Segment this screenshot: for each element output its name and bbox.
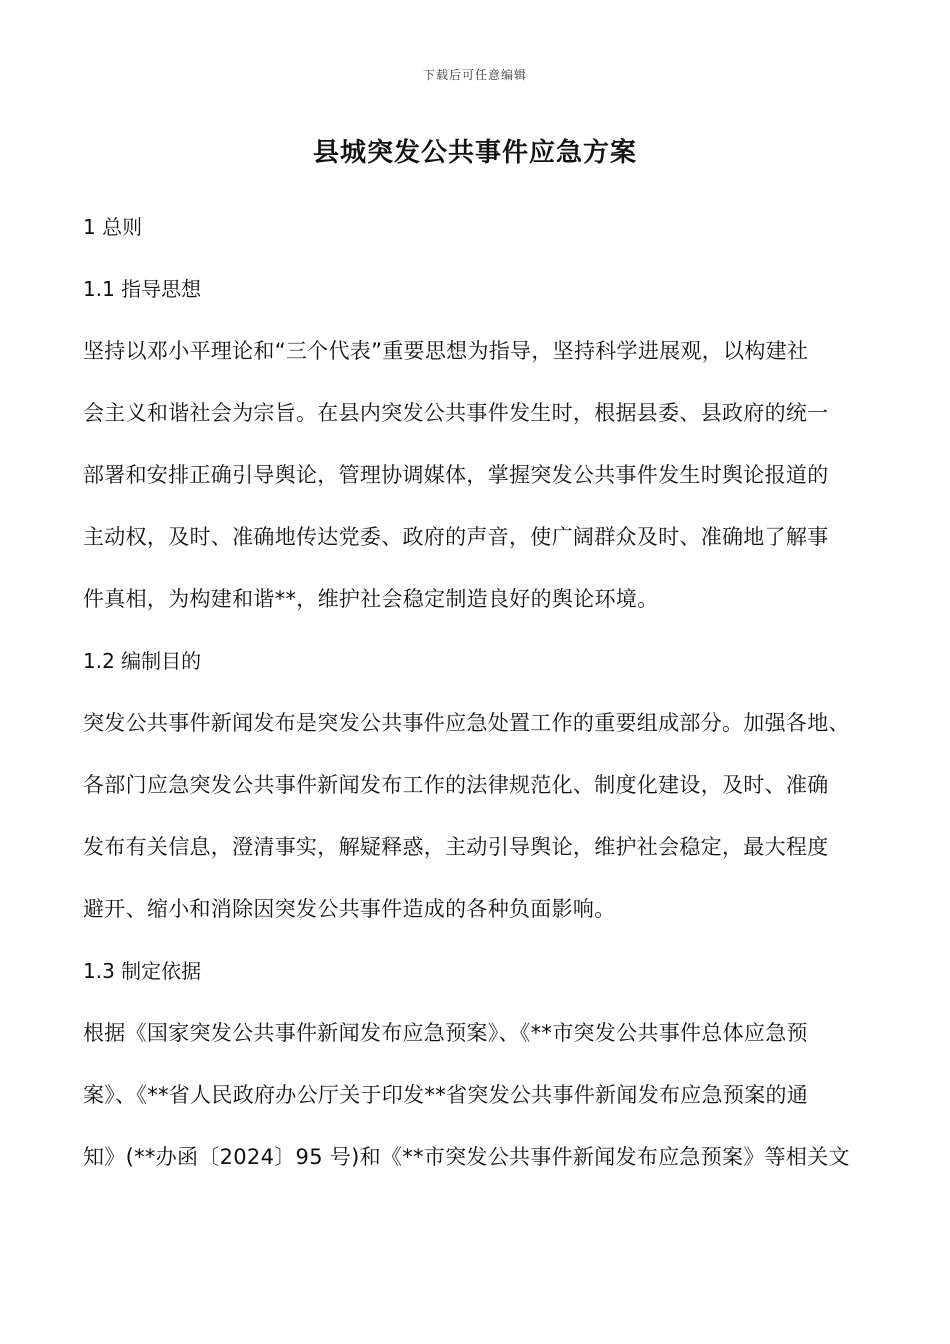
paragraph-line: 知》(**办函〔2024〕95 号)和《**市突发公共事件新闻发布应急预案》等相关文 <box>83 1145 850 1169</box>
paragraph-basis <box>83 1018 883 1172</box>
paragraph-line: 坚持以邓小平理论和“三个代表”重要思想为指导，坚持科学进展观，以构建社 <box>83 339 809 363</box>
section-heading-basis: 1.3 制定依据 <box>83 959 202 983</box>
paragraph-line: 主动权，及时、准确地传达党委、政府的声音，使广阔群众及时、准确地了解事 <box>83 525 829 549</box>
paragraph-line: 部署和安排正确引导舆论，管理协调媒体，掌握突发公共事件发生时舆论报道的 <box>83 463 829 487</box>
paragraph-line: 避开、缩小和消除因突发公共事件造成的各种负面影响。 <box>83 897 616 921</box>
paragraph-guiding-ideology <box>83 336 883 614</box>
paragraph-line: 件真相，为构建和谐**，维护社会稳定制造良好的舆论环境。 <box>83 587 659 611</box>
header-note: 下载后可任意编辑 <box>422 68 527 82</box>
section-heading-general: 1 总则 <box>83 215 143 239</box>
paragraph-line: 会主义和谐社会为宗旨。在县内突发公共事件发生时，根据县委、县政府的统一 <box>83 401 829 425</box>
paragraph-line: 案》、《**省人民政府办公厅关于印发**省突发公共事件新闻发布应急预案的通 <box>83 1083 809 1107</box>
paragraph-line: 发布有关信息，澄清事实，解疑释惑，主动引导舆论，维护社会稳定，最大程度 <box>83 835 829 859</box>
document-title: 县城突发公共事件应急方案 <box>312 138 637 168</box>
section-heading-guiding-ideology: 1.1 指导思想 <box>83 277 202 301</box>
paragraph-line: 各部门应急突发公共事件新闻发布工作的法律规范化、制度化建设，及时、准确 <box>83 773 829 797</box>
section-heading-purpose: 1.2 编制目的 <box>83 649 202 673</box>
document-body <box>83 212 883 1204</box>
paragraph-purpose <box>83 708 883 924</box>
paragraph-line: 突发公共事件新闻发布是突发公共事件应急处置工作的重要组成部分。加强各地、 <box>83 711 850 735</box>
paragraph-line: 根据《国家突发公共事件新闻发布应急预案》、《**市突发公共事件总体应急预 <box>83 1021 808 1045</box>
